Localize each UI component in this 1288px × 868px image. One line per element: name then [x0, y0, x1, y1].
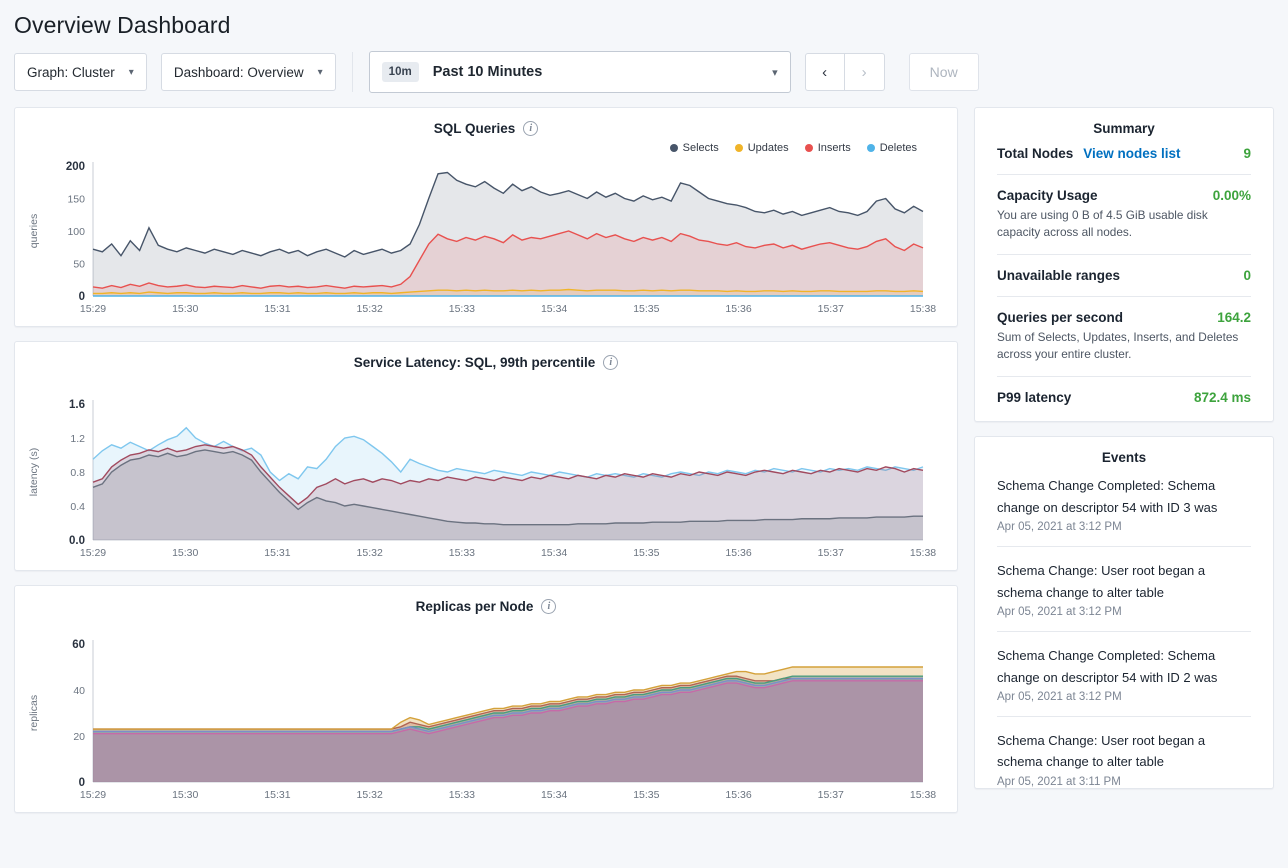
- summary-label: P99 latency: [997, 390, 1072, 406]
- chart-svg: [15, 154, 957, 326]
- summary-label: Unavailable ranges: [997, 268, 1121, 284]
- chart-title-replicas-per-node: [15, 586, 957, 614]
- chart-card-sql-queries: [14, 107, 958, 327]
- svg-text:15:38: 15:38: [909, 547, 937, 559]
- graph-select[interactable]: [14, 53, 147, 91]
- chart-legend-sql-queries: [15, 136, 957, 154]
- chart-plot-replicas-per-node[interactable]: [15, 632, 957, 812]
- summary-row-queries-per-second: [975, 310, 1273, 363]
- toolbar-divider: [352, 52, 353, 92]
- svg-text:15:35: 15:35: [633, 547, 660, 559]
- svg-text:15:34: 15:34: [540, 789, 568, 801]
- svg-text:queries: queries: [28, 213, 40, 249]
- event-text: Schema Change: User root began a schema change to alter table: [997, 733, 1206, 770]
- chart-title-text: Replicas per Node: [415, 599, 534, 614]
- legend-item[interactable]: [735, 142, 789, 154]
- next-range-button[interactable]: ›: [845, 53, 885, 91]
- legend-label: Inserts: [817, 142, 851, 154]
- chart-title-service-latency: [15, 342, 957, 370]
- svg-text:15:33: 15:33: [448, 789, 476, 801]
- summary-description: Sum of Selects, Updates, Inserts, and Deletes across your entire cluster.: [997, 330, 1239, 362]
- chart-card-service-latency: [14, 341, 958, 571]
- info-icon[interactable]: i: [603, 355, 618, 370]
- svg-text:15:36: 15:36: [725, 789, 752, 801]
- dashboard-content: [0, 93, 1288, 827]
- legend-item[interactable]: [805, 142, 851, 154]
- svg-text:20: 20: [73, 731, 85, 743]
- event-item[interactable]: [975, 475, 1273, 533]
- chevron-down-icon: ▾: [128, 66, 134, 78]
- svg-text:60: 60: [72, 639, 85, 651]
- summary-value: 0.00%: [1212, 188, 1251, 203]
- divider: [997, 254, 1251, 255]
- time-range-select[interactable]: [369, 51, 791, 93]
- event-timestamp: Apr 05, 2021 at 3:12 PM: [997, 521, 1122, 534]
- svg-text:15:30: 15:30: [172, 789, 199, 801]
- summary-value: 0: [1243, 268, 1251, 284]
- summary-row-unavailable-ranges: [975, 268, 1273, 283]
- legend-label: Updates: [747, 142, 789, 154]
- svg-text:15:32: 15:32: [356, 303, 383, 315]
- svg-text:15:37: 15:37: [817, 547, 844, 559]
- svg-text:replicas: replicas: [28, 694, 40, 732]
- svg-text:latency (s): latency (s): [28, 447, 40, 497]
- chart-title-text: SQL Queries: [433, 121, 516, 136]
- divider: [997, 546, 1251, 547]
- summary-row-capacity-usage: [975, 188, 1273, 241]
- prev-range-button[interactable]: ‹: [805, 53, 845, 91]
- svg-text:150: 150: [67, 193, 85, 206]
- event-item[interactable]: [975, 560, 1273, 618]
- svg-text:15:34: 15:34: [540, 547, 568, 559]
- event-timestamp: Apr 05, 2021 at 3:12 PM: [997, 606, 1122, 619]
- chart-card-replicas-per-node: [14, 585, 958, 813]
- divider: [997, 174, 1251, 175]
- chart-plot-service-latency[interactable]: [15, 392, 957, 570]
- chart-svg: [15, 392, 957, 570]
- svg-text:0.8: 0.8: [70, 467, 85, 479]
- time-range-label: Past 10 Minutes: [432, 64, 543, 80]
- summary-panel: [974, 107, 1274, 422]
- chart-title-sql-queries: [15, 108, 957, 136]
- svg-text:0.0: 0.0: [69, 535, 85, 547]
- events-panel: [974, 436, 1274, 789]
- now-button[interactable]: Now: [909, 53, 979, 91]
- svg-text:15:31: 15:31: [264, 547, 291, 559]
- svg-text:15:37: 15:37: [817, 303, 844, 315]
- svg-text:15:35: 15:35: [633, 303, 660, 315]
- svg-text:200: 200: [65, 161, 85, 173]
- svg-text:15:38: 15:38: [909, 789, 937, 801]
- divider: [997, 296, 1251, 297]
- event-text: Schema Change Completed: Schema change on descriptor 54 with ID 2 was: [997, 648, 1218, 685]
- summary-value: 164.2: [1217, 310, 1251, 326]
- events-title: Events: [1101, 450, 1147, 466]
- toolbar: [0, 39, 1288, 93]
- svg-text:15:36: 15:36: [725, 547, 752, 559]
- legend-label: Deletes: [879, 142, 917, 154]
- dashboard-select-label: Dashboard: Overview: [173, 64, 304, 80]
- legend-swatch-icon: [805, 144, 813, 152]
- summary-description: You are using 0 B of 4.5 GiB usable disk capacity across all nodes.: [997, 208, 1208, 240]
- svg-text:15:32: 15:32: [356, 789, 383, 801]
- summary-value: 9: [1243, 146, 1251, 161]
- charts-column: [14, 107, 958, 827]
- legend-swatch-icon: [867, 144, 875, 152]
- svg-text:15:32: 15:32: [356, 547, 383, 559]
- svg-text:15:29: 15:29: [79, 547, 107, 559]
- chart-title-text: Service Latency: SQL, 99th percentile: [353, 355, 596, 370]
- legend-swatch-icon: [735, 144, 743, 152]
- chart-plot-sql-queries[interactable]: [15, 154, 957, 326]
- svg-text:0.4: 0.4: [70, 501, 85, 513]
- time-nav-group: [805, 53, 885, 91]
- svg-text:15:34: 15:34: [540, 303, 568, 315]
- info-icon[interactable]: i: [541, 599, 556, 614]
- svg-text:0: 0: [78, 777, 85, 789]
- legend-swatch-icon: [670, 144, 678, 152]
- svg-text:15:31: 15:31: [264, 789, 291, 801]
- divider: [997, 376, 1251, 377]
- svg-text:15:33: 15:33: [448, 547, 476, 559]
- legend-item[interactable]: [867, 142, 917, 154]
- divider: [997, 716, 1251, 717]
- event-timestamp: Apr 05, 2021 at 3:11 PM: [997, 775, 1121, 788]
- view-nodes-list-link[interactable]: View nodes list: [1083, 146, 1181, 161]
- svg-text:0: 0: [78, 291, 85, 303]
- side-column: [974, 107, 1274, 827]
- legend-item[interactable]: [670, 142, 719, 154]
- summary-label: Capacity Usage: [997, 188, 1098, 203]
- chevron-down-icon: ▾: [772, 66, 778, 79]
- event-item[interactable]: [975, 730, 1273, 788]
- info-icon[interactable]: i: [523, 121, 538, 136]
- summary-row-total-nodes: [975, 146, 1273, 161]
- event-item[interactable]: [975, 645, 1273, 703]
- svg-text:15:31: 15:31: [264, 303, 291, 315]
- svg-text:15:33: 15:33: [448, 303, 476, 315]
- svg-text:15:29: 15:29: [79, 303, 107, 315]
- svg-text:100: 100: [67, 226, 85, 238]
- event-timestamp: Apr 05, 2021 at 3:12 PM: [997, 691, 1122, 703]
- svg-text:15:30: 15:30: [172, 303, 199, 315]
- summary-title: Summary: [1093, 121, 1155, 136]
- svg-text:40: 40: [73, 685, 85, 697]
- event-text: Schema Change Completed: Schema change on descriptor 54 with ID 3 was: [997, 478, 1218, 515]
- chart-svg: [15, 632, 957, 812]
- svg-text:15:36: 15:36: [725, 303, 752, 315]
- svg-text:15:29: 15:29: [79, 789, 107, 801]
- event-text: Schema Change: User root began a schema change to alter table: [997, 563, 1206, 600]
- svg-text:15:37: 15:37: [817, 789, 844, 801]
- time-range-badge: 10m: [382, 62, 419, 82]
- svg-text:50: 50: [73, 258, 85, 271]
- svg-text:1.6: 1.6: [69, 399, 85, 411]
- dashboard-select[interactable]: [161, 53, 336, 91]
- svg-text:15:30: 15:30: [172, 547, 199, 559]
- svg-text:1.2: 1.2: [70, 433, 85, 445]
- chevron-down-icon: ▾: [317, 66, 323, 78]
- page-title: Overview Dashboard: [14, 12, 231, 38]
- svg-text:15:38: 15:38: [909, 303, 937, 315]
- legend-label: Selects: [682, 142, 719, 154]
- svg-text:15:35: 15:35: [633, 789, 660, 801]
- divider: [997, 631, 1251, 632]
- summary-label: Queries per second: [997, 310, 1124, 326]
- summary-label: Total Nodes: [997, 146, 1074, 161]
- graph-select-label: Graph: Cluster: [27, 64, 115, 80]
- summary-row-p99-latency: [975, 390, 1273, 421]
- summary-value: 872.4 ms: [1193, 390, 1251, 406]
